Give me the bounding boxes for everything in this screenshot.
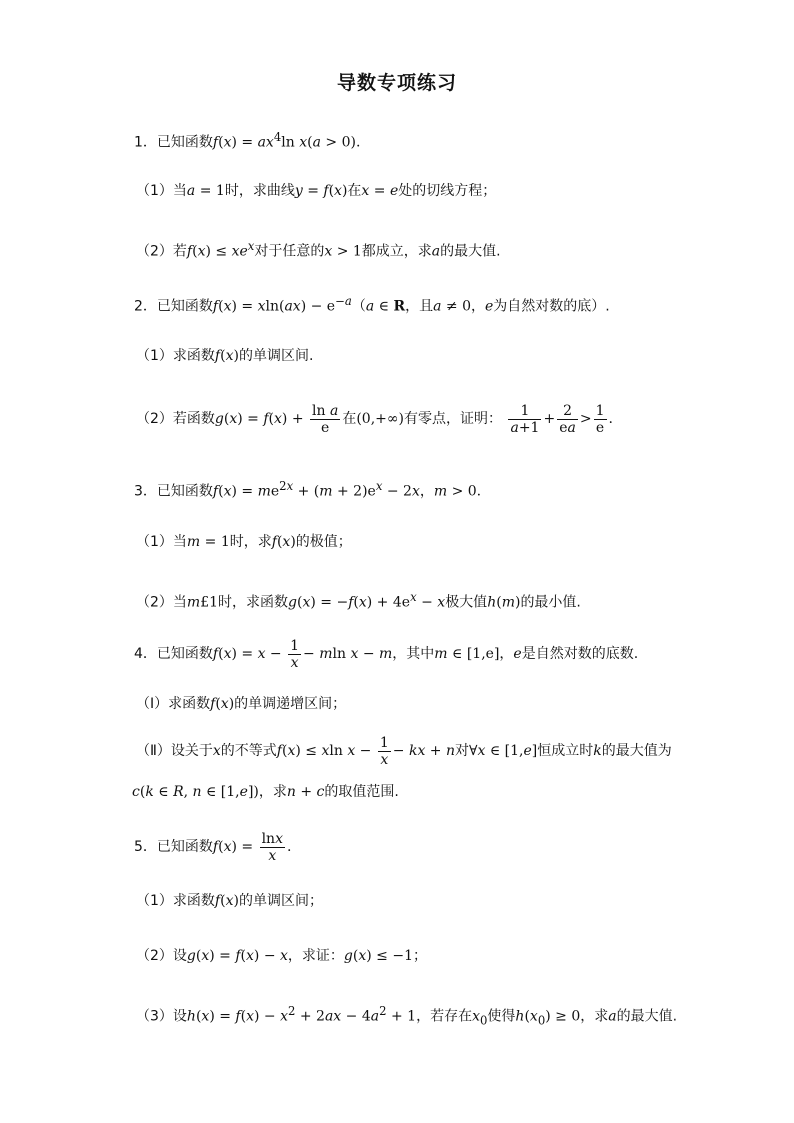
problem-4-part-1: （Ⅰ）求函数f(x)的单调递增区间； — [136, 696, 347, 712]
problem-3-part-2: （2）当m£1时，求函数$g(x) = -f(x) + 4e^x - x$极大值h(m)的最小值. — [136, 590, 581, 611]
problem-1-stem: 1．已知函数$f(x) = ax^4\ln$ x(a > 0). — [134, 130, 361, 151]
problem-5-stem: 5．已知函数f(x) = $\frac{\ln x}{x}$ . — [134, 830, 292, 864]
problem-2-part-2: （2）若函数g(x) = f(x) + $\frac{\text{ln a}}{e}$ 在(0,+∞)有零点，证明： $\frac{1}{a+1}$ + $\frac{2}{ea}$ > $\frac{1}{e}$ . — [136, 402, 613, 436]
problem-4-part-2-cont: c(k ∈ R, n ∈ [1,e])，求n + c的取值范围. — [132, 784, 399, 800]
problem-1-part-1: （1）当a = 1时，求曲线y = f(x)在x = e处的切线方程； — [136, 183, 497, 199]
problem-1-part-2: （2）若$f(x) \le xe^x$对于任意的x > 1都成立，求a的最大值. — [136, 239, 501, 260]
problem-4-stem: 4．已知函数f(x) = x − $\frac{1}{x}$ − mln x − m，其中m ∈ [1,e]，e是自然对数的底数. — [134, 637, 639, 671]
problem-3-stem: 3．已知函数$f(x) = me^{2x} + (m + 2)e^x - 2x$，m > 0. — [134, 479, 482, 500]
problem-2-part-1: （1）求函数f(x)的单调区间. — [136, 348, 314, 364]
problem-3-part-1: （1）当m = 1时，求f(x)的极值； — [136, 534, 352, 550]
problem-5-part-2: （2）设g(x) = f(x) − x，求证：g(x) ≤ −1； — [136, 948, 427, 964]
problem-5-part-1: （1）求函数f(x)的单调区间； — [136, 893, 323, 909]
problem-4-part-2: （Ⅱ）设关于x的不等式f(x) ≤ xln x − $\frac{1}{x}$ − kx + n对∀x ∈ [1,e]恒成立时k的最大值为 — [136, 734, 672, 768]
page-title: 导数专项练习 — [336, 72, 457, 94]
problem-5-part-3: （3）设$h(x) = f(x) - x^2 + 2ax - 4a^2 + 1$，若存在$x_0$使得$h(x_0) \ge 0$，求a的最大值. — [136, 1004, 678, 1028]
problem-2-stem: 2．已知函数$f(x) = xln(ax) - e^{-a}(a$ ∈ R，且a ≠ 0，e为自然对数的底）. — [134, 294, 610, 315]
